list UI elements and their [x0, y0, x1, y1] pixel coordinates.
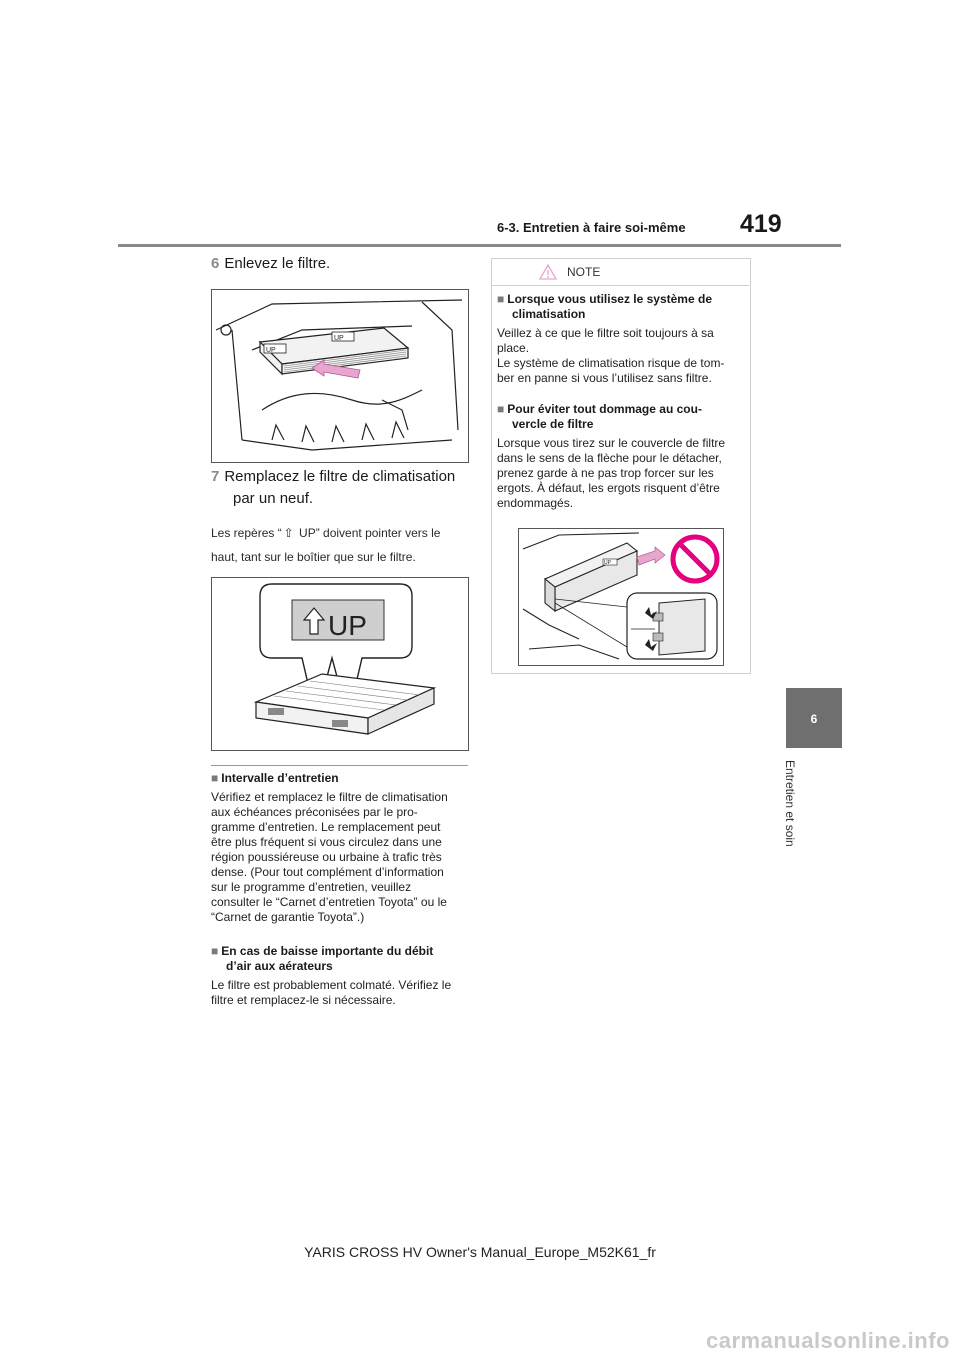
note-item-1-heading-line2: climatisation	[512, 307, 586, 321]
section-heading-interval: ■ Intervalle d’entretien	[211, 771, 339, 785]
section-title: 6-3. Entretien à faire soi-même	[497, 220, 686, 235]
section-heading-airflow: ■ En cas de baisse importante du débit	[211, 944, 434, 958]
cover-damage-illustration	[518, 528, 724, 666]
up-filter-illustration	[211, 577, 469, 751]
section-heading-airflow-line2: d’air aux aérateurs	[226, 959, 333, 973]
note-item-2-body: Lorsque vous tirez sur le couvercle de filtre dans le sens de la flèche pour le détacher, prenez garde à ne pas trop forcer sur les ergots. À défaut, les ergots risquent d’être endommagés.	[497, 436, 726, 510]
note-item-1-heading: ■ Lorsque vous utilisez le système de	[497, 292, 712, 306]
section-divider	[211, 765, 468, 766]
up-mark-note-line2: haut, tant sur le boîtier que sur le filtre.	[211, 550, 416, 564]
section-body-airflow: Le filtre est probablement colmaté. Vérifiez le filtre et remplacez-le si nécessaire.	[211, 978, 452, 1007]
header-rule	[118, 244, 841, 247]
svg-text:UP: UP	[604, 560, 611, 566]
watermark: carmanualsonline.info	[706, 1328, 950, 1353]
step-number: 7	[211, 468, 220, 485]
step-7: 7 Remplacez le filtre de climatisation	[211, 468, 456, 485]
pull-direction-arrow-icon	[637, 547, 665, 565]
page-number: 419	[740, 210, 782, 238]
zoom-up-label: UP	[328, 610, 367, 641]
step-6	[211, 255, 330, 272]
svg-text:UP: UP	[334, 335, 344, 342]
filter-removal-illustration	[211, 289, 469, 463]
up-mark-note: Les repères “ ⇧ UP” doivent pointer vers le	[211, 526, 441, 540]
up-arrow-icon: ⇧	[283, 526, 294, 540]
chapter-number: 6	[810, 712, 818, 726]
note-item-2-heading: ■ Pour éviter tout dommage au cou-	[497, 402, 702, 416]
filter-up-label: UP	[266, 347, 276, 354]
step-number: 6	[211, 255, 220, 272]
warning-triangle-icon	[539, 264, 557, 280]
note-item-1-body: Veillez à ce que le filtre soit toujours à sa place. Le système de climatisation risque de tom- ber en panne si vous l’utilisez sans filtre.	[497, 326, 725, 385]
note-header	[491, 258, 749, 286]
chapter-label: Entretien et soin	[783, 760, 797, 847]
step-text: Enlevez le filtre.	[224, 255, 331, 272]
step-7-line2: par un neuf.	[233, 490, 314, 507]
section-body-interval: Vérifiez et remplacez le filtre de climatisation aux échéances préconisées par le pro- gramme d’entretien. Le remplacement peut être plus fréquent si vous circulez dans une région poussiéreuse ou urbaine à trafic très dense. (Pour tout complément d’information sur le programme d’entretien, veuillez consulter le “Carnet d’entretien Toyota” ou le “Carnet de garantie Toyota”.)	[211, 790, 448, 924]
footer-manual-title: YARIS CROSS HV Owner's Manual_Europe_M52K61_fr	[304, 1244, 656, 1260]
note-item-2-heading-line2: vercle de filtre	[512, 417, 594, 431]
note-heading: NOTE	[567, 265, 601, 279]
